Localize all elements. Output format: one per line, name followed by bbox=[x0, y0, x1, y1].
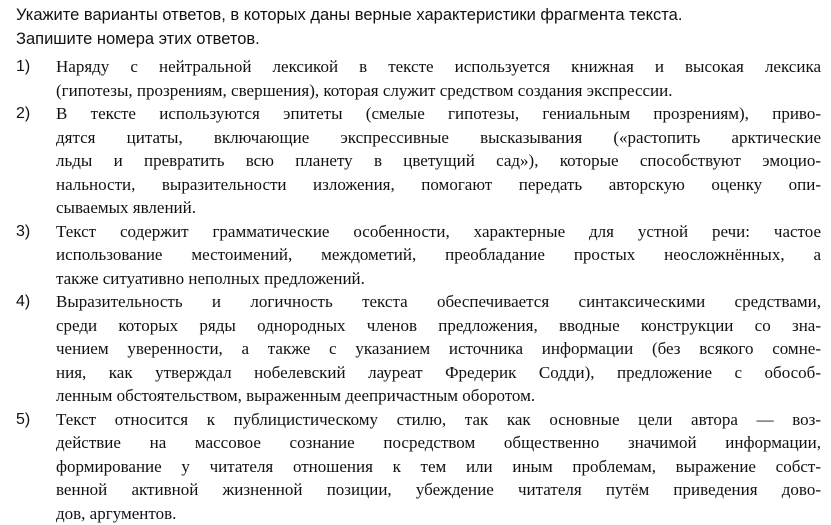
option-line: Наряду с нейтральной лексикой в тексте используется книжная и высокая лексика bbox=[56, 55, 821, 79]
task-instructions-line-2: Запишите номера этих ответов. bbox=[16, 28, 821, 52]
option-text bbox=[56, 408, 821, 525]
option-line: нальности, выразительности изложения, помогают передать авторскую оценку опи- bbox=[56, 173, 821, 197]
option-line: льды и превратить всю планету в цветущий сад»), которые способствуют эмоцио- bbox=[56, 149, 821, 173]
task-instructions-line-1: Укажите варианты ответов, в которых даны верные характеристики фрагмента текста. bbox=[16, 4, 821, 28]
answer-option-3 bbox=[16, 220, 821, 291]
option-number: 4) bbox=[16, 290, 56, 408]
option-line: Текст относится к публицистическому стилю, так как основные цели автора — воз- bbox=[56, 408, 821, 432]
option-line: сываемых явлений. bbox=[56, 196, 821, 220]
option-number: 3) bbox=[16, 220, 56, 291]
answer-option-5 bbox=[16, 408, 821, 525]
option-line: действие на массовое сознание посредством общественно значимой информации, bbox=[56, 431, 821, 455]
option-line: (гипотезы, прозрениям, свершения), которая служит средством создания экспрессии. bbox=[56, 79, 821, 103]
option-text bbox=[56, 220, 821, 291]
option-text bbox=[56, 102, 821, 220]
task-instructions bbox=[16, 4, 821, 51]
option-line: использование местоимений, междометий, преобладание простых неосложнённых, а bbox=[56, 243, 821, 267]
option-number: 5) bbox=[16, 408, 56, 525]
option-line: дятся цитаты, включающие экспрессивные высказывания («растопить арктические bbox=[56, 126, 821, 150]
option-text bbox=[56, 55, 821, 102]
option-line: ния, как утверждал нобелевский лауреат Фредерик Содди), предложение с обособ- bbox=[56, 361, 821, 385]
answer-option-2 bbox=[16, 102, 821, 220]
option-line: среди которых ряды однородных членов предложения, вводные конструкции со зна- bbox=[56, 314, 821, 338]
answer-option-1 bbox=[16, 55, 821, 102]
option-line: формирование у читателя отношения к тем или иным проблемам, выражение собст- bbox=[56, 455, 821, 479]
option-line: ленным обстоятельством, выраженным деепричастным оборотом. bbox=[56, 384, 821, 408]
option-line: венной активной жизненной позиции, убеждение читателя путём приведения дово- bbox=[56, 478, 821, 502]
option-line: Текст содержит грамматические особенности, характерные для устной речи: частое bbox=[56, 220, 821, 244]
option-line: дов, аргументов. bbox=[56, 502, 821, 525]
option-line: чением уверенности, а также с указанием источника информации (без всякого сомне- bbox=[56, 337, 821, 361]
option-line: также ситуативно неполных предложений. bbox=[56, 267, 821, 291]
option-number: 1) bbox=[16, 55, 56, 102]
option-text bbox=[56, 290, 821, 408]
option-line: В тексте используются эпитеты (смелые гипотезы, гениальным прозрениям), приво- bbox=[56, 102, 821, 126]
option-number: 2) bbox=[16, 102, 56, 220]
answer-option-4 bbox=[16, 290, 821, 408]
option-line: Выразительность и логичность текста обеспечивается синтаксическими средствами, bbox=[56, 290, 821, 314]
